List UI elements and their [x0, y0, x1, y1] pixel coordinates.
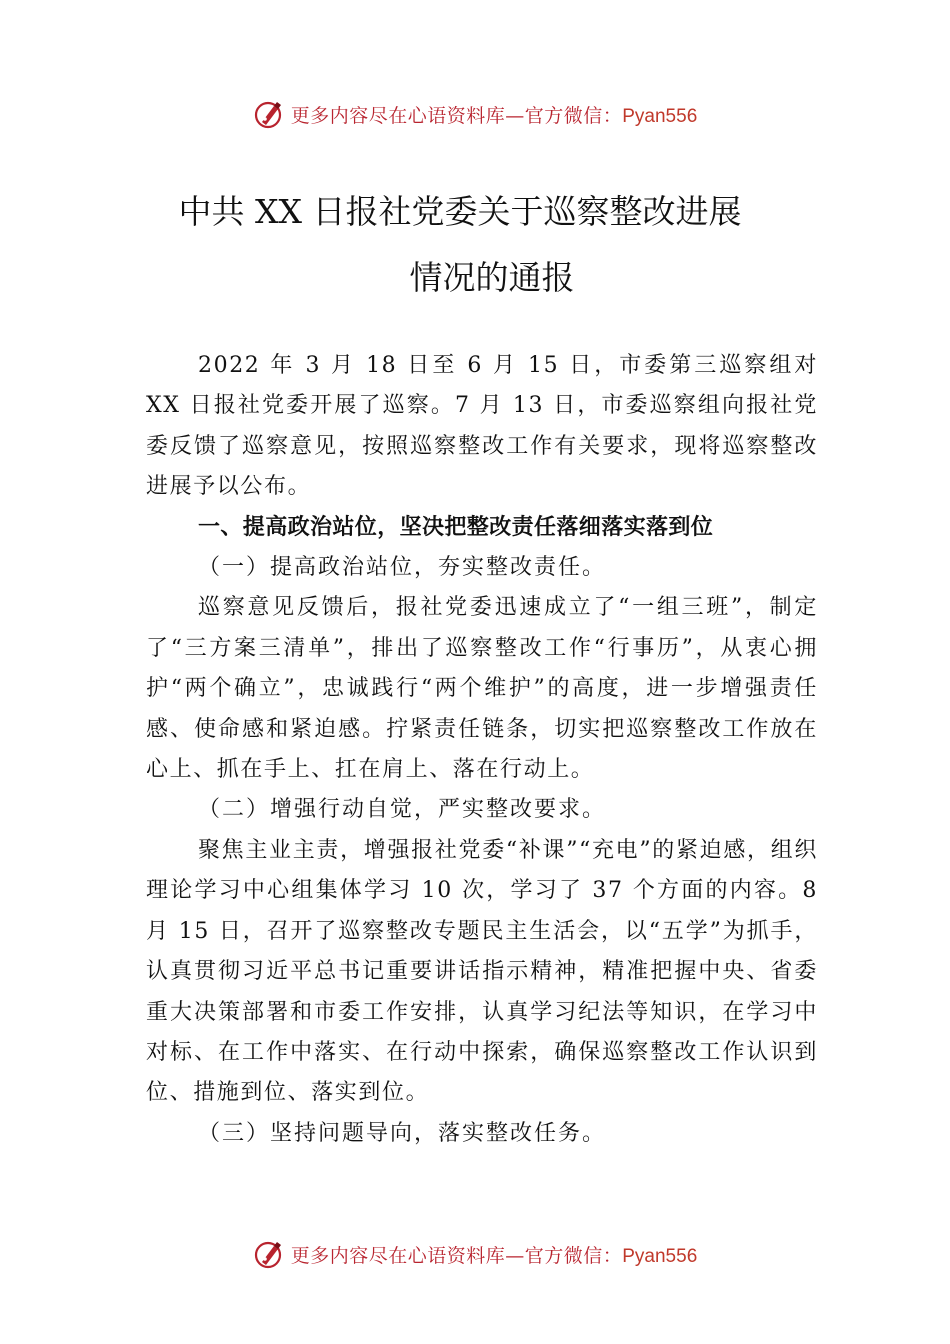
document-body	[146, 346, 818, 1154]
watermark-text	[291, 101, 698, 128]
wechat-id: Pyan556	[622, 1245, 698, 1267]
subsection-heading-2: （二）增强行动自觉，严实整改要求。	[198, 797, 607, 823]
subsection-heading-3: （三）坚持问题导向，落实整改任务。	[198, 1120, 607, 1146]
section-heading-1: 一、提高政治站位，坚决把整改责任落细落实落到位	[198, 514, 714, 540]
pen-nib-logo-icon	[253, 98, 285, 130]
document-title-line-1: 中共 XX 日报社党委关于巡察整改进展	[178, 192, 742, 231]
intro-paragraph: 2022 年 3 月 18 日至 6 月 15 日，市委第三巡察组对 XX 日报社党委开展了巡察。7 月 13 日，市委巡察组向报社党委反馈了巡察意见，按照巡察整改工作有关要求，现将巡察整改进展予以公布。	[146, 353, 818, 500]
header-watermark-banner	[0, 94, 950, 134]
document-title-line-2: 情况的通报	[409, 258, 575, 297]
watermark-label: 更多内容尽在心语资料库—官方微信：	[290, 1244, 623, 1267]
watermark-text	[291, 1241, 698, 1268]
pen-nib-logo-icon	[253, 1238, 285, 1270]
subsection-heading-1: （一）提高政治站位，夯实整改责任。	[198, 555, 607, 581]
subsection-body-2: 聚焦主业主责，增强报社党委“补课”“充电”的紧迫感，组织理论学习中心组集体学习 10 次，学习了 37 个方面的内容。8 月 15 日，召开了巡察整改专题民主生活会，以“五学”为抓手，认真贯彻习近平总书记重要讲话指示精神，精准把握中央、省委重大决策部署和市委工作安排，认真学习纪法等知识，在学习中对标、在工作中落实、在行动中探索，确保巡察整改工作认识到位、措施到位、落实到位。	[146, 837, 818, 1106]
watermark-label: 更多内容尽在心语资料库—官方微信：	[290, 104, 623, 127]
wechat-id: Pyan556	[622, 105, 698, 127]
footer-watermark-banner	[0, 1234, 950, 1274]
subsection-body-1: 巡察意见反馈后，报社党委迅速成立了“一组三班”，制定了“三方案三清单”，排出了巡察整改工作“行事历”，从衷心拥护“两个确立”，忠诚践行“两个维护”的高度，进一步增强责任感、使命感和紧迫感。拧紧责任链条，切实把巡察整改工作放在心上、抓在手上、扛在肩上、落在行动上。	[146, 595, 818, 783]
